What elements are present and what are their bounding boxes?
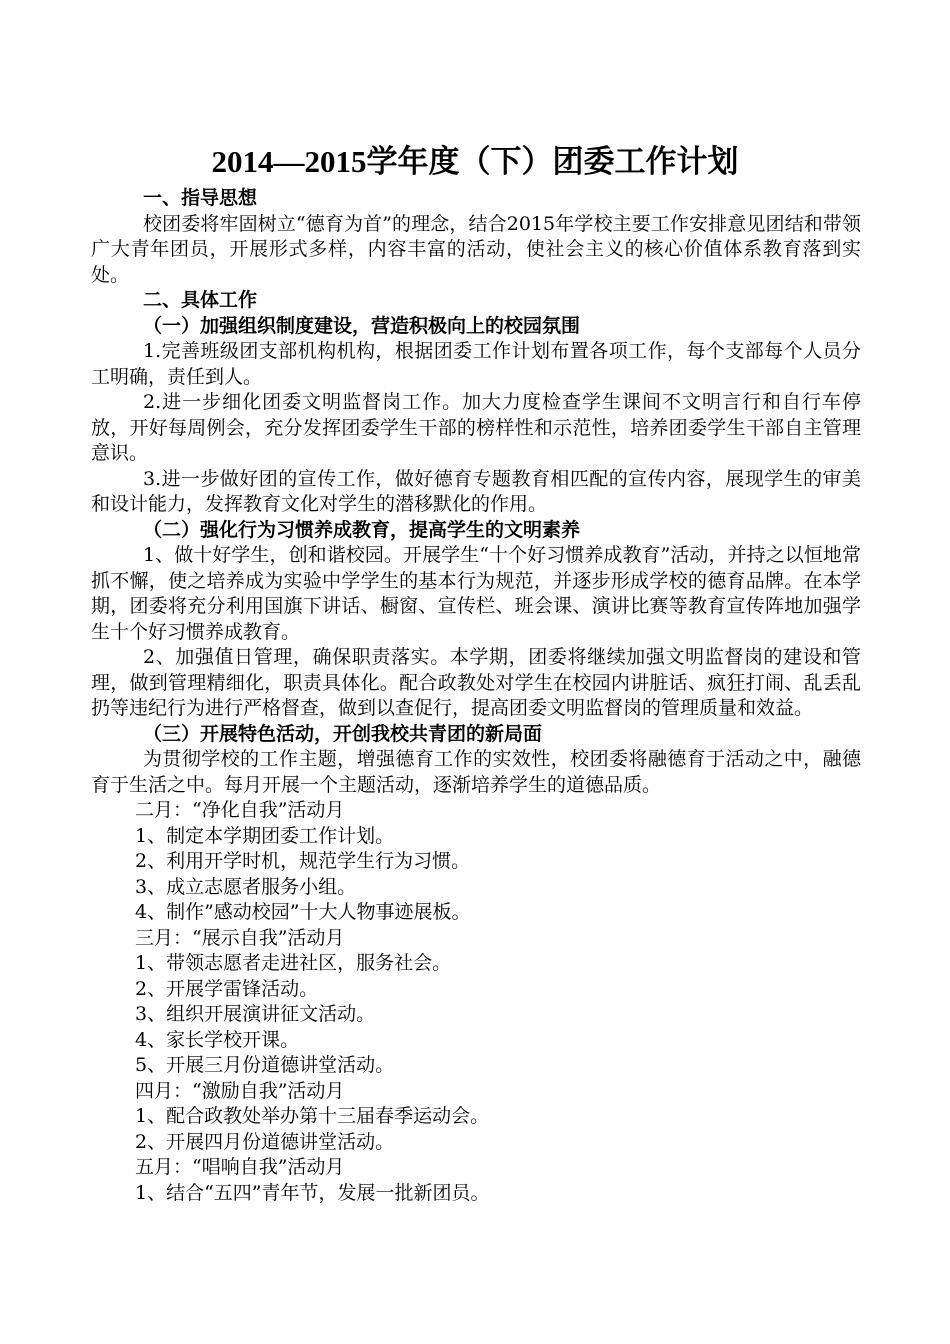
month-label-march: 三月：“展示自我”活动月 xyxy=(135,926,345,949)
list-item: 2、利用开学时机，规范学生行为习惯。 xyxy=(135,850,471,872)
list-item: 3、组织开展演讲征文活动。 xyxy=(135,1003,376,1025)
paragraph-guiding-thought: 校团委将牢固树立“德育为首”的理念，结合2015年学校主要工作安排意见团结和带领广大青年团员，开展形式多样，内容丰富的活动，使社会主义的核心价值体系教育落到实处。 xyxy=(91,212,861,286)
subsection-heading-habits: （二）强化行为习惯养成教育，提高学生的文明素养 xyxy=(143,518,581,541)
paragraph-habits-1: 1、做十好学生，创和谐校园。开展学生“十个好习惯养成教育”活动，并持之以恒地常抓不懈，使之培养成为实验中学学生的基本行为规范，并逐步形成学校的德育品牌。在本学期，团委将充分利用国旗下讲话、橱窗、宣传栏、班会课、演讲比赛等教育宣传阵地加强学生十个好习惯养成教育。 xyxy=(91,544,861,643)
subsection-heading-activities: （三）开展特色活动，开创我校共青团的新局面 xyxy=(143,722,543,745)
paragraph-activities-intro: 为贯彻学校的工作主题，增强德育工作的实效性，校团委将融德育于活动之中，融德育于生活之中。每月开展一个主题活动，逐渐培养学生的道德品质。 xyxy=(91,748,861,796)
list-item: 4、家长学校开课。 xyxy=(135,1028,300,1051)
list-item: 3、成立志愿者服务小组。 xyxy=(135,875,357,898)
list-item: 4、制作”感动校园”十大人物事迹展板。 xyxy=(135,901,471,923)
list-item: 1、带领志愿者走进社区，服务社会。 xyxy=(135,952,452,974)
paragraph-organization-1: 1.完善班级团支部机构机构，根据团委工作计划布置各项工作，每个支部每个人员分工明确，责任到人。 xyxy=(91,340,861,388)
month-label-february: 二月：“净化自我”活动月 xyxy=(135,799,345,821)
list-item: 5、开展三月份道德讲堂活动。 xyxy=(135,1054,395,1076)
section-heading-specific-work: 二、具体工作 xyxy=(143,289,258,311)
document-body xyxy=(91,186,861,1206)
list-item: 2、开展学雷锋活动。 xyxy=(135,977,319,1000)
list-item: 1、配合政教处举办第十三届春季运动会。 xyxy=(135,1105,490,1127)
subsection-heading-organization: （一）加强组织制度建设，营造积极向上的校园氛围 xyxy=(143,314,581,337)
list-item: 1、制定本学期团委工作计划。 xyxy=(135,824,395,847)
list-item: 1、结合“五四”青年节，发展一批新团员。 xyxy=(135,1181,490,1204)
paragraph-organization-2: 2.进一步细化团委文明监督岗工作。加大力度检查学生课间不文明言行和自行车停放，开好每周例会，充分发挥团委学生干部的榜样性和示范性，培养团委学生干部自主管理意识。 xyxy=(91,391,861,464)
paragraph-organization-3: 3.进一步做好团的宣传工作，做好德育专题教育相匹配的宣传内容，展现学生的审美和设计能力，发挥教育文化对学生的潜移默化的作用。 xyxy=(91,467,861,515)
month-label-april: 四月：“激励自我”活动月 xyxy=(135,1079,345,1102)
section-heading-guiding-thought: 一、指导思想 xyxy=(143,187,258,209)
paragraph-habits-2: 2、加强值日管理，确保职责落实。本学期，团委将继续加强文明监督岗的建设和管理，做到管理精细化，职责具体化。配合政教处对学生在校园内讲脏话、疯狂打闹、乱丢乱扔等违纪行为进行严格督查，做到以查促行，提高团委文明监督岗的管理质量和效益。 xyxy=(91,646,861,719)
list-item: 2、开展四月份道德讲堂活动。 xyxy=(135,1130,395,1153)
month-label-may: 五月：“唱响自我”活动月 xyxy=(135,1156,345,1178)
document-title: 2014—2015学年度（下）团委工作计划 xyxy=(211,144,739,179)
